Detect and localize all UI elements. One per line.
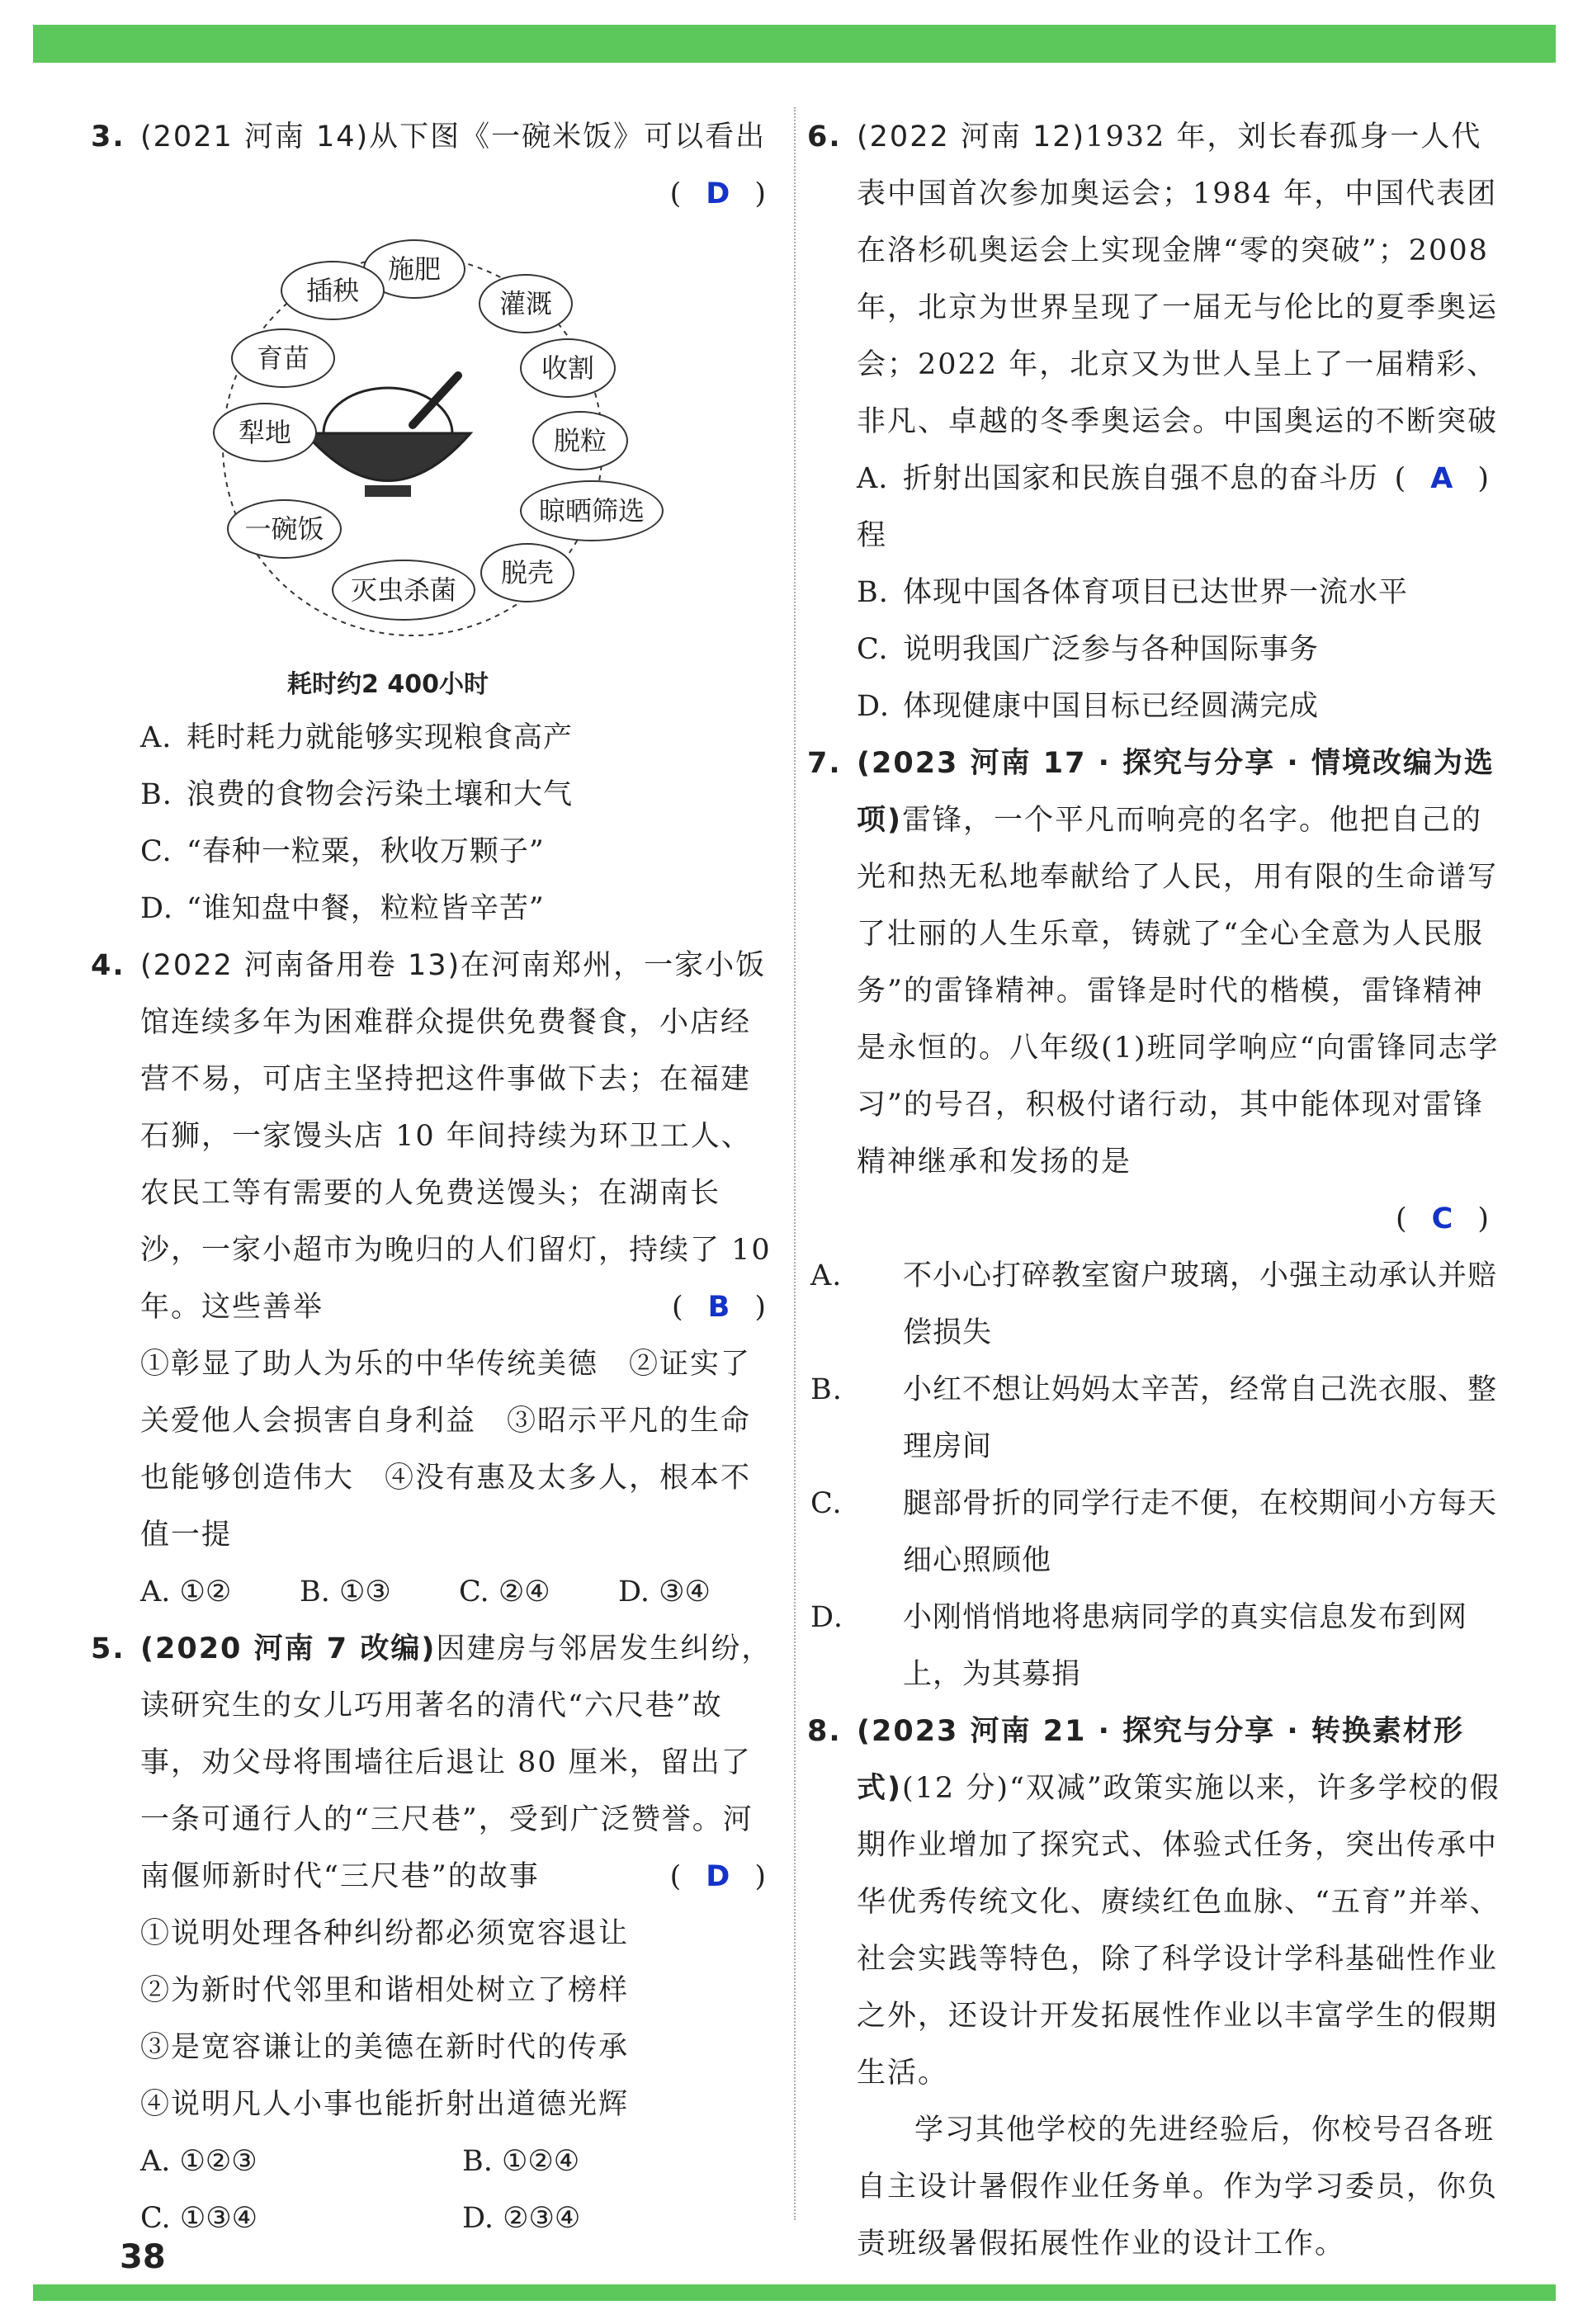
question-stem: 在河南郑州，一家小饭馆连续多年为困难群众提供免费餐食，小店经营不易，可店主坚持把这件事做下去；在福建石狮，一家馒头店 10 年间持续为环卫工人、农民工等有需要的人免费送馒头；在湖南长沙，一家小超市为晚归的人们留灯，持续了 10 年。这些善举 [140, 949, 772, 1324]
answer-bracket: ( D ) [669, 1860, 768, 1893]
step-bubble: 施肥 [363, 239, 465, 299]
option-c: C. 腿部骨折的同学行走不便，在校期间小方每天细心照顾他 [810, 1487, 1498, 1577]
question-source: (2022 河南备用卷 13) [140, 949, 461, 982]
answer-bracket: ( C ) [1396, 1202, 1491, 1235]
question-stem: (12 分)“双减”政策实施以来，许多学校的假期作业增加了探究式、体验式任务，突出传承中华优秀传统文化、赓续红色血脉、“五育”并举、社会实践等特色，除了科学设计学科基础性作业之外，还设计开发拓展性作业以丰富学生的假期生活。 [857, 1772, 1500, 2090]
option-a: A. ①②③ [140, 2145, 257, 2178]
question-number: 6. [807, 120, 842, 154]
question-5 [92, 1621, 777, 1906]
step-bubble: 收割 [520, 338, 616, 398]
option-d: D. 小刚悄悄地将患病同学的真实信息发布到网上，为其募捐 [810, 1601, 1468, 1691]
option-row [92, 1564, 777, 1621]
option-b: B. 小红不想让妈妈太辛苦，经常自己洗衣服、整理房间 [810, 1373, 1498, 1463]
question-7 [809, 735, 1500, 1248]
question-stem: 1932 年，刘长春孤身一人代表中国首次参加奥运会；1984 年，中国代表团在洛杉矶奥运会上实现金牌“零的突破”；2008 年，北京为世界呈现了一届无与伦比的夏季奥运会；2022 年，北京又为世人呈上了一届精彩、非凡、卓越的冬季奥运会。中国奥运的不断突破 [857, 120, 1499, 438]
answer-letter: B [707, 1291, 732, 1324]
page-number: 38 [120, 2238, 166, 2276]
diagram-graphic [140, 223, 735, 710]
question-stem: 雷锋，一个平凡而响亮的名字。他把自己的光和热无私地奉献给了人民，用有限的生命谱写了壮丽的人生乐章，铸就了“全心全意为人民服务”的雷锋精神。雷锋是时代的楷模，雷锋精神是永恒的。八年级(1)班同学响应“向雷锋同志学习”的号召，积极付诸行动，其中能体现对雷锋精神继承和发扬的是 [857, 804, 1500, 1179]
answer-letter: D [706, 1860, 732, 1893]
answer-letter: C [1431, 1202, 1455, 1235]
option-a: A. 折射出国家和民族自强不息的奋斗历程 [857, 462, 1379, 552]
option-grid [92, 2133, 777, 2247]
question-3 [92, 109, 777, 223]
option-c: C. “春种一粒粟，秋收万颗子” [140, 835, 545, 868]
step-bubble: 灭虫杀菌 [332, 560, 475, 621]
statement-list: ①彰显了助人为乐的中华传统美德 ②证实了关爱他人会损害自身利益 ③昭示平凡的生命也能够创造伟大 ④没有惠及太多人，根本不值一提 [140, 1348, 752, 1552]
answer-bracket: ( D ) [669, 177, 768, 210]
question-source: (2023 河南 17 · 探究与分享 · 情境改编为选项) [857, 747, 1495, 837]
answer-letter: A [1430, 462, 1455, 495]
option-d: D. ③④ [618, 1575, 711, 1608]
question-6 [807, 109, 1500, 495]
option-c: C. ②④ [459, 1575, 550, 1608]
option-c: C. ①③④ [140, 2202, 257, 2235]
statement: ③是宽容谦让的美德在新时代的传承 [140, 2031, 630, 2064]
rice-bowl-icon [305, 376, 470, 497]
diagram-caption: 耗时约2 400小时 [287, 670, 489, 699]
rice-bowl-diagram [140, 223, 735, 710]
step-bubble: 晾晒筛选 [520, 480, 664, 541]
option-b: B. 体现中国各体育项目已达世界一流水平 [857, 576, 1409, 609]
option-a: A. ①② [140, 1575, 232, 1608]
question-source: (2020 河南 7 改编) [140, 1632, 437, 1665]
bottom-color-bar [33, 2284, 1556, 2301]
question-source: (2021 河南 14) [140, 120, 370, 154]
option-d: D. “谁知盘中餐，粒粒皆辛苦” [140, 892, 545, 925]
step-bubble: 脱粒 [532, 411, 628, 470]
statement: ①说明处理各种纠纷都必须宽容退让 [140, 1917, 630, 1950]
step-bubble: 脱壳 [480, 543, 574, 602]
option-d: D. 体现健康中国目标已经圆满完成 [857, 690, 1320, 723]
step-bubble: 育苗 [231, 328, 335, 388]
question-number: 4. [91, 949, 125, 982]
question-number: 7. [807, 747, 842, 780]
question-number: 5. [91, 1632, 125, 1665]
question-8 [809, 1703, 1500, 2102]
option-b: B. ①②④ [462, 2145, 580, 2178]
question-source: (2022 河南 12) [857, 120, 1086, 154]
step-bubble: 一碗饭 [227, 499, 342, 559]
question-source: (2023 河南 21 · 探究与分享 · 转换素材形式) [857, 1715, 1464, 1805]
option-d: D. ②③④ [462, 2202, 581, 2235]
answer-bracket: ( B ) [672, 1291, 768, 1324]
option-b: B. 浪费的食物会污染土壤和大气 [140, 778, 574, 811]
option-a: A. 不小心打碎教室窗户玻璃，小强主动承认并赔偿损失 [810, 1259, 1498, 1349]
step-bubble: 插秧 [281, 261, 385, 320]
right-column [809, 109, 1500, 2273]
question-paragraph: 学习其他学校的先进经验后，你校号召各班自主设计暑假作业任务单。作为学习委员，你负责班级暑假拓展性作业的设计工作。 [857, 2114, 1499, 2260]
question-number: 3. [91, 120, 125, 154]
statement: ④说明凡人小事也能折射出道德光辉 [140, 2088, 630, 2121]
answer-bracket: ( A ) [1394, 462, 1491, 495]
step-bubble: 犁地 [213, 403, 317, 462]
option-a: A. 耗时耗力就能够实现粮食高产 [140, 721, 574, 754]
column-divider [794, 107, 796, 2220]
question-number: 8. [807, 1715, 842, 1748]
answer-letter: D [706, 177, 732, 210]
top-color-bar [33, 25, 1556, 63]
question-stem: 因建房与邻居发生纠纷，读研究生的女儿巧用著名的清代“六尺巷”故事，劝父母将围墙往后退让 80 厘米，留出了一条可通行人的“三尺巷”，受到广泛赞誉。河南偃师新时代“三尺巷”的故事 [140, 1632, 772, 1893]
question-4 [92, 938, 777, 1336]
question-stem: 从下图《一碗米饭》可以看出 [369, 120, 767, 154]
left-column [92, 109, 777, 2247]
option-c: C. 说明我国广泛参与各种国际事务 [857, 633, 1320, 666]
step-bubble: 灌溉 [479, 274, 573, 333]
statement: ②为新时代邻里和谐相处树立了榜样 [140, 1974, 630, 2007]
option-b: B. ①③ [300, 1575, 391, 1608]
